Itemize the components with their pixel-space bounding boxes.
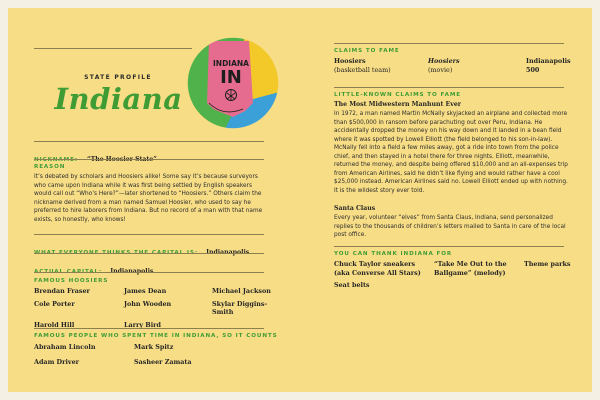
- capital-thought-row: [34, 239, 249, 258]
- list-item: James Dean: [124, 287, 167, 295]
- list-item: “Take Me Out to the Ballgame” (melody): [434, 260, 507, 277]
- claim-sub: (movie): [428, 65, 453, 74]
- list-item: John Wooden: [124, 299, 172, 308]
- list-item: Chuck Taylor sneakers (aka Converse All Stars): [334, 260, 421, 277]
- story1-title: The Most Midwestern Manhunt Ever: [334, 101, 462, 108]
- state-title: Indiana: [54, 82, 183, 116]
- list-item: Skylar Diggins-Smith: [212, 299, 268, 316]
- capital-actual-value: Indianapolis: [110, 268, 154, 275]
- page: [8, 8, 592, 392]
- list-item: Mark Spitz: [134, 343, 174, 351]
- reason-label: REASON: [34, 164, 66, 170]
- list-item: Theme parks: [524, 260, 571, 268]
- list-item: Sasheer Zamata: [134, 357, 192, 366]
- story2-title: Santa Claus: [334, 205, 376, 212]
- section-rule: [334, 43, 564, 44]
- claim-sub: (basketball team): [334, 65, 391, 74]
- thank-list: [334, 260, 571, 290]
- section-rule: [34, 141, 264, 142]
- list-item: Abraham Lincoln: [34, 343, 96, 351]
- claims-label: CLAIMS TO FAME: [334, 48, 400, 54]
- famous-hoosiers-label: FAMOUS HOOSIERS: [34, 278, 109, 284]
- section-rule: [34, 272, 264, 273]
- section-rule: [34, 234, 264, 235]
- thank-label: YOU CAN THANK INDIANA FOR: [334, 251, 453, 257]
- profile-label: STATE PROFILE: [84, 74, 152, 81]
- section-rule: [334, 246, 564, 247]
- section-rule: [34, 159, 264, 160]
- state-badge: [183, 33, 283, 133]
- nickname-label: NICKNAME:: [34, 157, 78, 163]
- reason-text: It’s debated by scholars and Hoosiers alike! Some say it’s because surveyors who came upon Indiana while it was first being settled by English speakers would call out “Who’s Here?”—later shortened to “Hoosiers.” Others claim the nickname derived from a man named Samuel Hoosier, who used to say he preferred to hire laborers from Indiana. But no record of a man with that name exists, so honestly, who knows!: [34, 174, 263, 223]
- section-rule: [34, 253, 264, 254]
- list-item: Brendan Fraser: [34, 287, 90, 295]
- claim-title: Hoosiers: [334, 57, 366, 65]
- list-item: [428, 57, 518, 74]
- capital-thought-value: Indianapolis: [206, 249, 250, 256]
- list-item: Adam Driver: [34, 357, 80, 366]
- story2-text: Every year, volunteer “elves” from Santa Claus, Indiana, send personalized replies to the thousands of children’s letters mailed to Santa in care of the local post office.: [334, 215, 566, 238]
- famous-hoosiers-list: [34, 287, 271, 329]
- claims-list: [334, 57, 571, 74]
- list-item: [334, 57, 420, 74]
- capital-thought-label: WHAT EVERYONE THINKS THE CAPITAL IS:: [34, 250, 198, 256]
- section-rule: [334, 87, 564, 88]
- claim-title: Hoosiers: [428, 57, 460, 65]
- list-item: Cole Porter: [34, 299, 75, 308]
- little-known-label: LITTLE-KNOWN CLAIMS TO FAME: [334, 92, 462, 98]
- nickname-row: [34, 146, 157, 165]
- nickname-value: “The Hoosier State”: [87, 156, 157, 163]
- famous-time-list: [34, 343, 266, 366]
- capital-actual-row: [34, 258, 153, 277]
- list-item: Michael Jackson: [212, 287, 271, 295]
- capital-actual-label: ACTUAL CAPITAL:: [34, 269, 103, 275]
- list-item: Harold Hill: [34, 320, 75, 329]
- famous-time-label: FAMOUS PEOPLE WHO SPENT TIME IN INDIANA, SO IT COUNTS: [34, 333, 278, 339]
- section-rule: [34, 328, 264, 329]
- claim-title: Indianapolis 500: [526, 57, 571, 74]
- header-rule: [34, 48, 192, 49]
- badge-in: IN: [220, 67, 242, 88]
- list-item: Seat belts: [334, 281, 370, 289]
- story1-text: In 1972, a man named Martin McNally skyjacked an airplane and collected more than $500,000 in ransom before parachuting out over Peru, Indiana. He accidentally dropped the money on his way down and it landed in a bean field where it was spotted by Lowell Elliott (the field belonged to his son-in-law). McNally fell into a field a few miles away, got a ride into town from the police chief, and then stayed in a hotel there for three nights. Elliott, meanwhile, returned the money, and despite being offered $10,000 and an all-expenses trip from American Airlines, said he didn’t like flying and would rather have a cool $25,000 instead. American Airlines said no. Lowell Elliott ended up with nothing. It is the wildest story ever told.: [334, 111, 568, 194]
- list-item: Larry Bird: [124, 320, 161, 329]
- badge-label: INDIANA: [213, 59, 249, 68]
- list-item: [526, 57, 582, 74]
